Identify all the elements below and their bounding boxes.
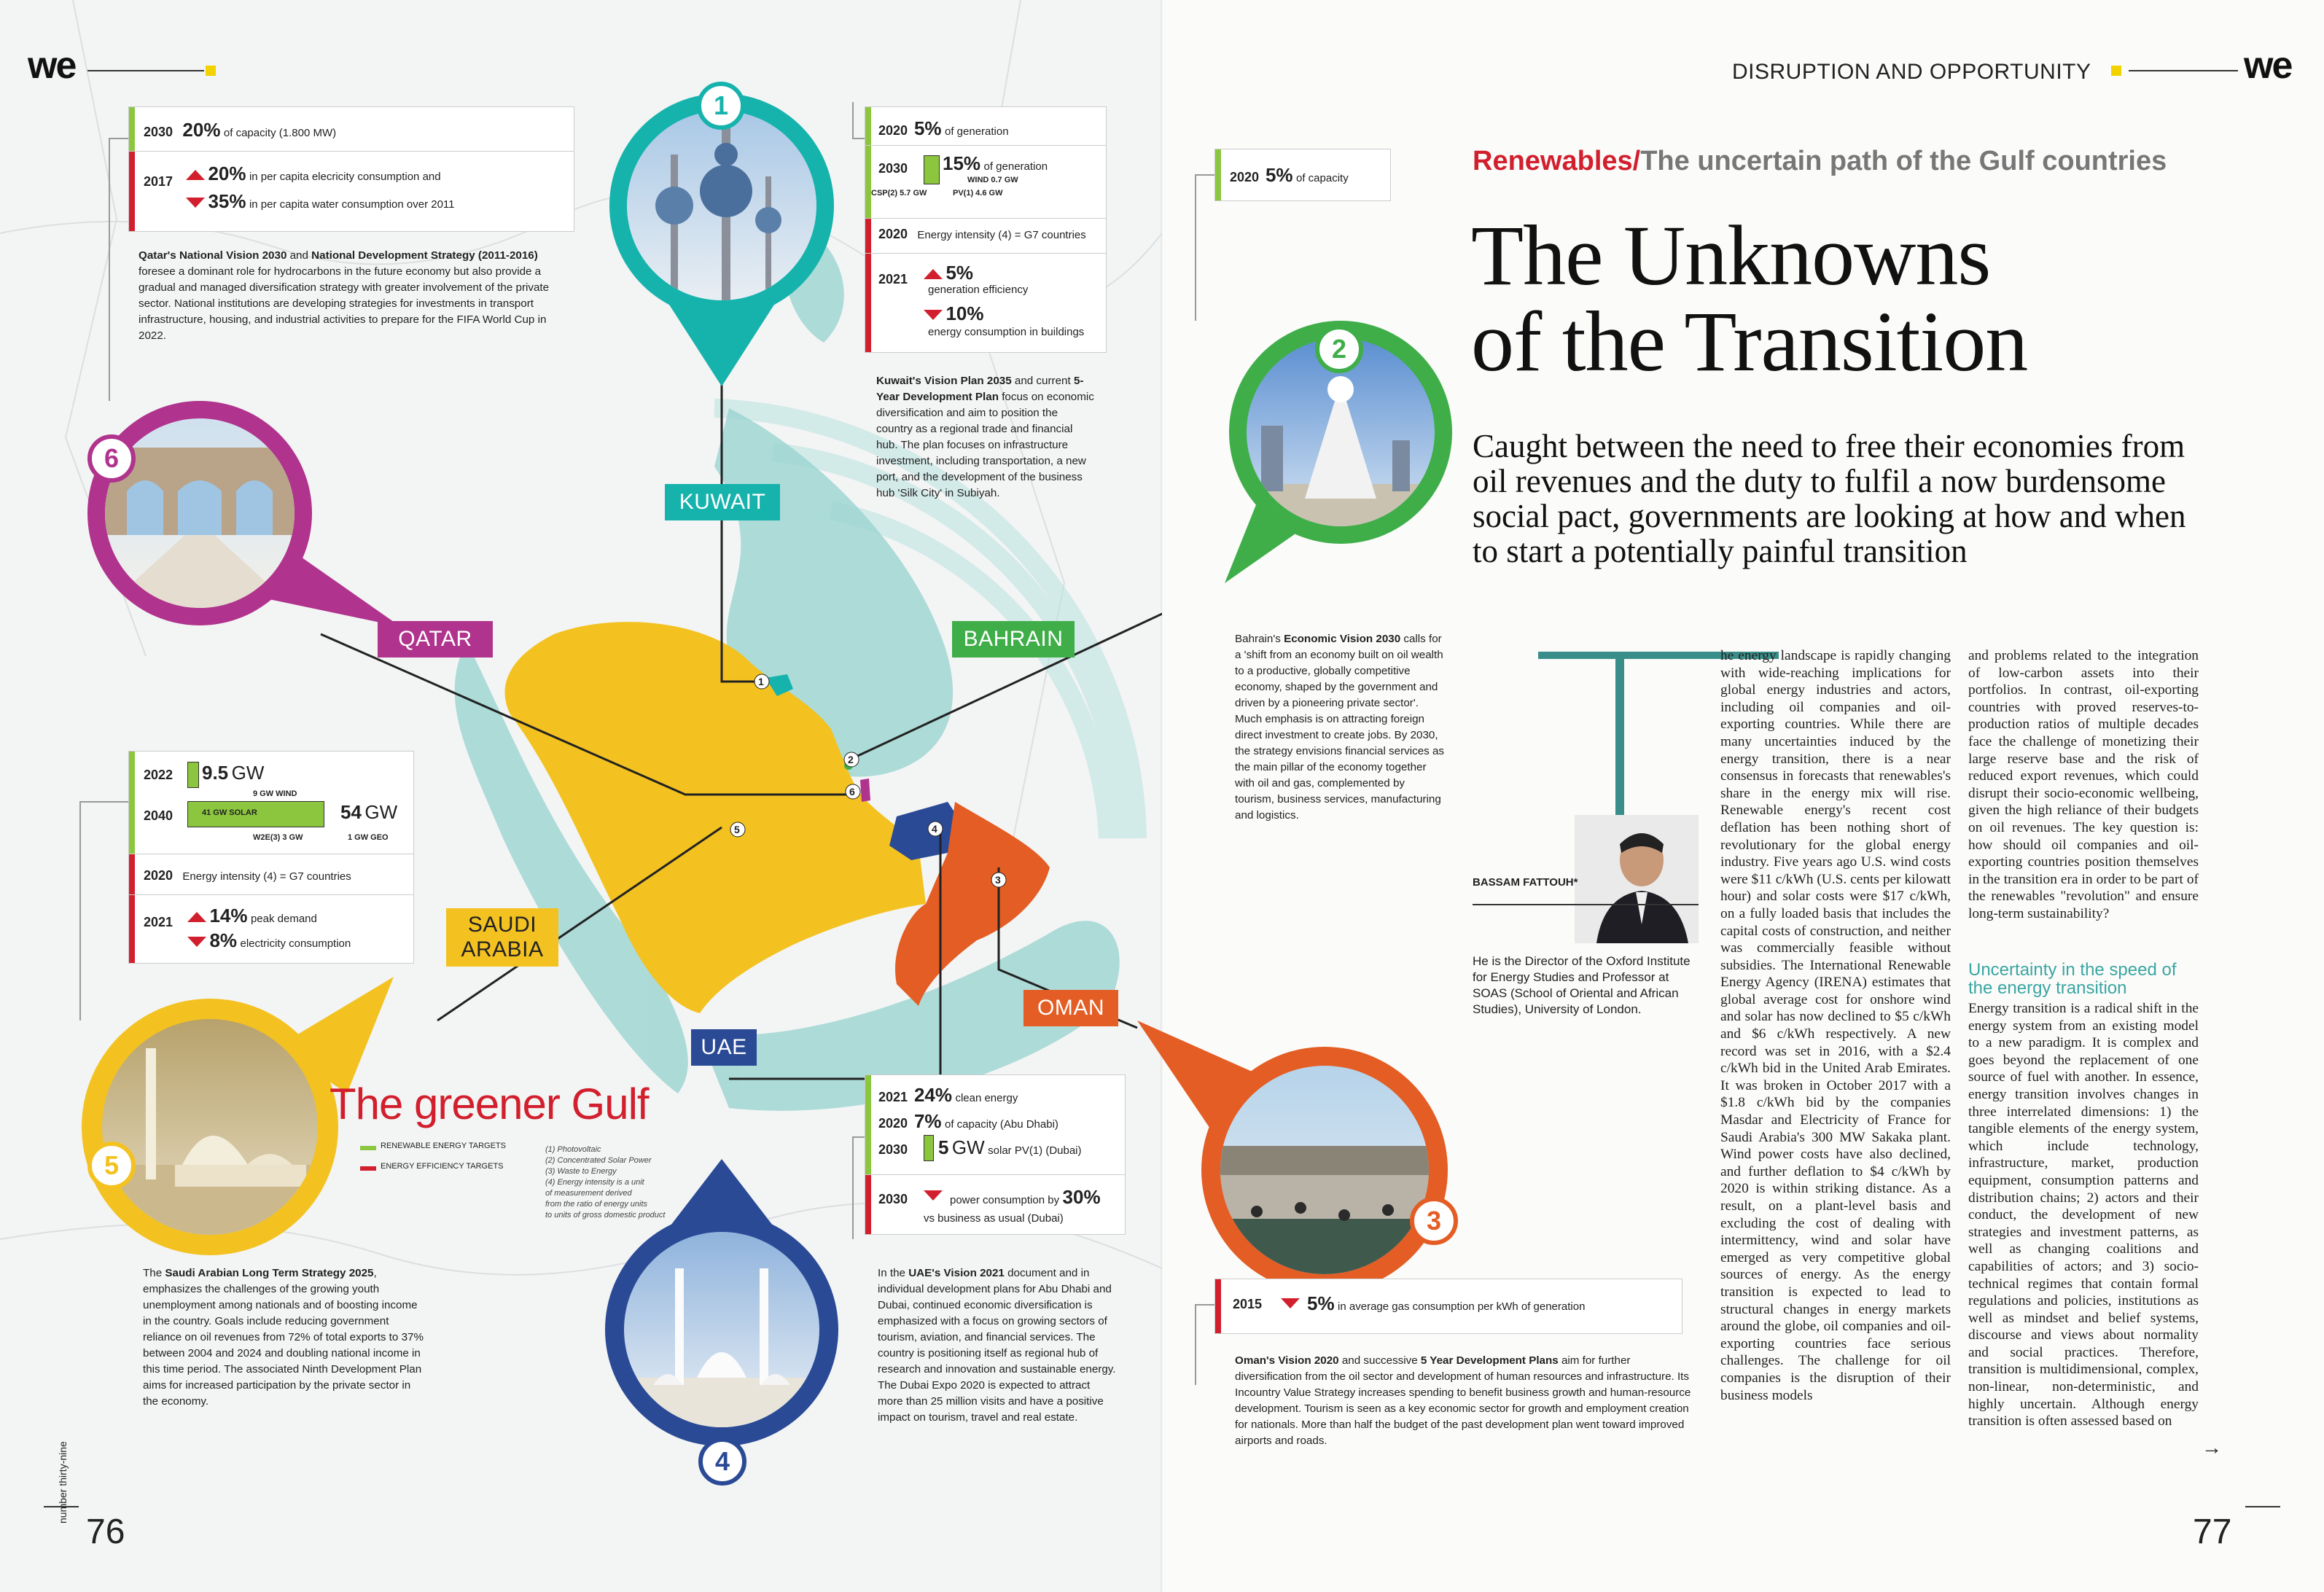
map-marker-1: 1 [758, 676, 764, 687]
qatar-number-badge: 6 [87, 434, 136, 483]
footnotes: (1) Photovoltaic (2) Concentrated Solar Power (3) Waste to Energy (4) Energy intensity is a unit of measurement derived from the ratio of energy units to units of gross domestic product [545, 1145, 666, 1220]
article-title: The Unknowns of the Transition [1471, 208, 2028, 389]
bahrain-targets: 2020 5% of capacity [1214, 149, 1391, 201]
saudi-description: The Saudi Arabian Long Term Strategy 2025, emphasizes the challenges of the growing youth unemployment among nationals and of boosting income in the country. Goals include reducing government reliance on oil revenues from 72% of total exports to 37% between 2004 and 2024 and doubling national income in this time period. The associated Ninth Development Plan aims for increased participation by the private sector in the economy. [143, 1267, 424, 1408]
body-column-1: he energy landscape is rapidly changing with wide-reaching implications for global energy industries and actors, including oil companies and oil-exporting countries. While there are many uncertainties induced by the energy transition, there is a near consensus in forecasts that renewables's share in the energy mix will rise. Renewable energy's recent cost deflation has been nothing short of revolutionary for the global energy industry. Five years ago U.S. wind costs were $11 c/kWh (U.S. cents per kilowatt hour) and solar costs were $17 c/kWh, on a fully loaded basis that includes the capital costs of construction, and neither was commercially feasible without subsidies. The International Renewable Energy Agency (IRENA) estimates that global average cost for onshore wind and solar has now declined to $5 c/kWh and $6 c/kWh respectively. A new record was set in 2016, with a $2.4 c/kWh bid in the United Arab Emirates. It was broken in October 2017 with a $1.8 c/kWh bid by the companies Masdar and Electricity of France for Saudi Arabia's 300 MW Sakaka plant. Wind power costs have also declined, and further deflation to $4 c/kWh by 2020 is within striking distance. As a result, on a plant-level basis and excluding the cost of dealing with intermittency, wind and solar have emerged as very competitive global sources of energy. As the energy transition is expected to lead to structural changes in energy markets around the globe, oil companies and oil-exporting countries face serious challenges. The challenge for oil companies is the disruption of their business models [1720, 648, 1951, 1403]
uae-number-badge: 4 [698, 1437, 746, 1486]
body-subhead: Uncertainty in the speed of the energy transition [1968, 960, 2177, 998]
infographic-title: The greener Gulf [330, 1080, 649, 1128]
saudi-number-badge: 5 [87, 1142, 136, 1190]
oman-label: OMAN [1023, 990, 1118, 1026]
kuwait-description: Kuwait's Vision Plan 2035 and current 5-Year Development Plan focus on economic diversification and aim to position the country as a regional trade and financial hub. The plan focuses on infrastructure investment, including transportation, a new port, and the development of the business hub 'Silk City' in Subiyah. [876, 375, 1094, 499]
qatar-label: QATAR [378, 621, 493, 658]
kuwait-label: KUWAIT [665, 484, 780, 520]
kuwait-targets: 2020 5% of generation 2030 15% of generation WIND 0.7 GW PV(1) 4.6 GW CSP(2) 5.7 GW 2020 Energy intensity (4) = G7 countries 2021 5% generation efficiency 10% energy consumption in buildings [865, 106, 1107, 353]
author-bio: He is the Director of the Oxford Institute for Energy Studies and Professor at SOAS (School of Oriental and African Studies), University of London. [1473, 954, 1691, 1016]
kuwait-number-badge: 1 [697, 82, 745, 130]
oman-targets: 2015 5% in average gas consumption per kWh of generation [1214, 1279, 1682, 1334]
body-column-2b: Energy transition is a radical shift in the energy system from an existing model to a new paradigm. It is complex and goes beyond the replacement of one source of fuel with another. In essence, energy transition involves changes in three interrelated dimensions: 1) the tangible elements of the energy system, which include technology, infrastructure, market, production equipment, consumption patterns and distribution chains; 2) actors and their conduct, the development of new strategies and investment patterns, as well as changing coalitions and capabilities of actors; and 3) socio-technical regimes that contain formal regulations and policies, institutions as well as mindset and belief systems, discourse and views about normality and social practices. Therefore, transition is multidimensional, complex, non-linear, non-deterministic, and highly uncertain. Although energy transition is often assessed based on [1968, 1001, 2199, 1429]
continue-arrow-icon: → [2202, 1436, 2222, 1459]
map-marker-5: 5 [734, 824, 740, 835]
uae-label: UAE [691, 1029, 757, 1066]
brand-logo: we [28, 44, 76, 87]
map-marker-6: 6 [849, 786, 855, 797]
body-column-2a: and problems related to the integration of low-carbon assets into their portfolios. In contrast, oil-exporting countries with proved reserves-to-production ratios of multiple decades face the challenge of monetizing their large reserve base and the risk of reduced export revenues, which could disrupt their socio-economic wellbeing, given the high reliance of their budgets on oil revenues. The key question is: how should oil companies and oil-exporting countries position themselves in the transition era in order to be part of the renewables "revolution" and ensure long-term sustainability? [1968, 648, 2199, 921]
section-label: DISRUPTION AND OPPORTUNITY [1732, 60, 2091, 84]
uae-description: In the UAE's Vision 2021 document and in individual development plans for Abu Dhabi and Dubai, continued economic diversification is emphasized with a focus on growing sectors of tourism, aviation, and financial services. The country is positioning itself as regional hub of research and innovation and sustainable energy. The Dubai Expo 2020 is expected to attract more than 25 million visits and have a positive impact on tourism, travel and real estate. [878, 1267, 1116, 1424]
oman-number-badge: 3 [1410, 1197, 1458, 1245]
brand-logo-right: we [2244, 44, 2292, 87]
saudi-targets: 2022 9.5 GW 9 GW WIND 2040 41 GW SOLAR 54 GW W2E(3) 3 GW 1 GW GEO 2020 Energy intensity (4) = G7 countries 2021 14% peak demand 8% electricity consumption [128, 751, 414, 964]
map-marker-3: 3 [995, 874, 1001, 886]
uae-targets: 2021 24% clean energy 2020 7% of capacity (Abu Dhabi) 2030 5 GW solar PV(1) (Dubai) 2030 power consumption by 30% vs business as usual (Dubai) [865, 1074, 1126, 1235]
map-marker-4: 4 [932, 823, 937, 835]
bahrain-description: Bahrain's Economic Vision 2030 calls for a 'shift from an economy built on oil wealth to a productive, globally competitive economy, shaped by the government and driven by a pioneering private sector'. Much emphasis is on attracting foreign direct investment to create jobs. By 2030, the strategy envisions financial services as the main pillar of the economy together with oil and gas, complemented by tourism, business services, manufacturing and logistics. [1235, 633, 1445, 822]
page-number-left: 76 [86, 1513, 125, 1551]
oman-description: Oman's Vision 2020 and successive 5 Year Development Plans aim for further diversification from the oil sector and development of human resources and infrastructure. Its Incountry Value Strategy increases spending to benefit business growth and human-resource development. Tourism is seen as a key economic sector for growth and employment creation for nationals. More than half the budget of the past development plan went toward improved airports and roads. [1235, 1354, 1691, 1447]
qatar-targets: 2030 20% of capacity (1.800 MW) 2017 20% in per capita elecricity consumption and 35% in per capita water consumption over 2011 [128, 106, 574, 232]
legend-green-label: RENEWABLE ENERGY TARGETS [381, 1142, 506, 1150]
legend-red-label: ENERGY EFFICIENCY TARGETS [381, 1162, 504, 1171]
page-number-right: 77 [2193, 1513, 2232, 1551]
article-kicker: Renewables/The uncertain path of the Gulf countries [1473, 146, 2167, 176]
article-deck: Caught between the need to free their economies from oil revenues and the duty to fulfil a now burdensome social pact, governments are looking at how and when to start a potentially painful transition [1473, 428, 2186, 569]
saudi-label: SAUDI ARABIA [446, 908, 558, 967]
map-marker-2: 2 [848, 754, 854, 765]
qatar-description: Qatar's National Vision 2030 and National Development Strategy (2011-2016) foresee a dominant role for hydrocarbons in the future economy but also provide a gradual and managed diversification strategy with greater involvement of the private sector. National institutions are developing strategies for investments in transport infrastructure, housing, and industrial activities to prepare for the FIFA World Cup in 2022. [139, 249, 550, 342]
author-name: BASSAM FATTOUH* [1473, 876, 1578, 889]
bahrain-number-badge: 2 [1315, 325, 1363, 373]
bahrain-label: BAHRAIN [952, 621, 1075, 658]
